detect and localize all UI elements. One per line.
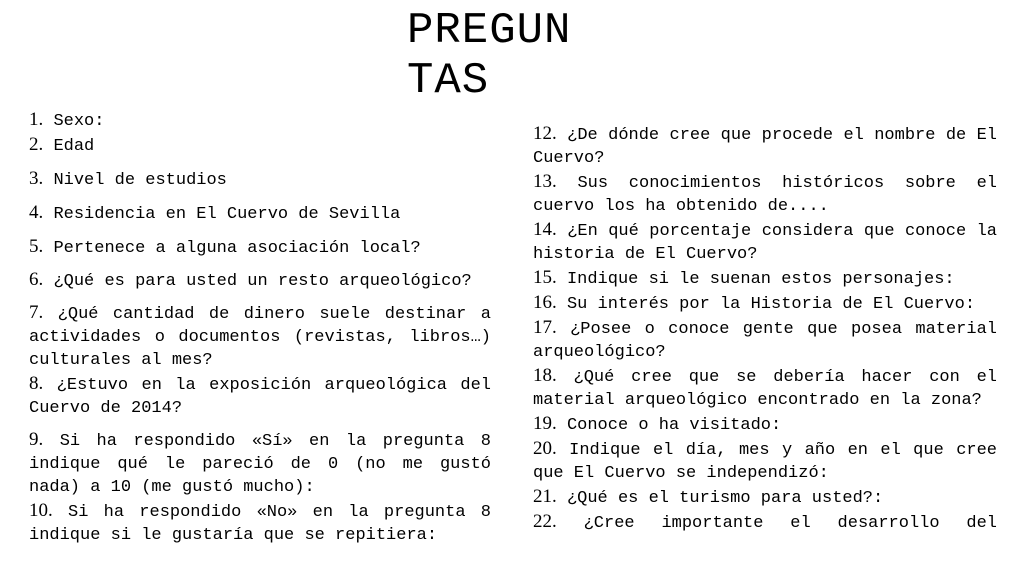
title-line-1: PREGUN bbox=[407, 6, 572, 56]
question-21: 21. ¿Qué es el turismo para usted?: bbox=[533, 486, 884, 508]
question-16: 16. Su interés por la Historia de El Cuervo: bbox=[533, 292, 976, 314]
question-17: 17. ¿Posee o conoce gente que posea material arqueológico? bbox=[533, 317, 997, 362]
question-14: 14. ¿En qué porcentaje considera que conoce la historia de El Cuervo? bbox=[533, 219, 997, 264]
right-question-column bbox=[533, 122, 997, 535]
question-2: 2. Edad bbox=[29, 134, 95, 156]
question-9: 9. Si ha respondido «Sí» en la pregunta 8 indique qué le pareció de 0 (no me gustó nada) a 10 (me gustó mucho): bbox=[29, 429, 491, 497]
question-20: 20. Indique el día, mes y año en el que cree que El Cuervo se independizó: bbox=[533, 438, 997, 483]
question-13: 13. Sus conocimientos históricos sobre el cuervo los ha obtenido de.... bbox=[533, 171, 997, 216]
left-question-column bbox=[29, 108, 491, 547]
question-3: 3. Nivel de estudios bbox=[29, 168, 227, 190]
question-19: 19. Conoce o ha visitado: bbox=[533, 413, 782, 435]
question-5: 5. Pertenece a alguna asociación local? bbox=[29, 236, 421, 258]
title-line-2: TAS bbox=[407, 56, 490, 106]
question-6: 6. ¿Qué es para usted un resto arqueológico? bbox=[29, 269, 472, 291]
question-22: 22. ¿Cree importante el desarrollo del bbox=[533, 511, 998, 533]
question-10: 10. Si ha respondido «No» en la pregunta 8 indique si le gustaría que se repitiera: bbox=[29, 500, 491, 545]
question-1: 1. Sexo: bbox=[29, 109, 105, 131]
page-title bbox=[407, 6, 607, 106]
question-7: 7. ¿Qué cantidad de dinero suele destinar a actividades o documentos (revistas, libros…) culturales al mes? bbox=[29, 302, 491, 370]
question-18: 18. ¿Qué cree que se debería hacer con el material arqueológico encontrado en la zona? bbox=[533, 365, 997, 410]
question-12: 12. ¿De dónde cree que procede el nombre de El Cuervo? bbox=[533, 123, 997, 168]
question-15: 15. Indique si le suenan estos personajes: bbox=[533, 267, 955, 289]
question-4: 4. Residencia en El Cuervo de Sevilla bbox=[29, 202, 401, 224]
question-8: 8. ¿Estuvo en la exposición arqueológica del Cuervo de 2014? bbox=[29, 373, 491, 418]
